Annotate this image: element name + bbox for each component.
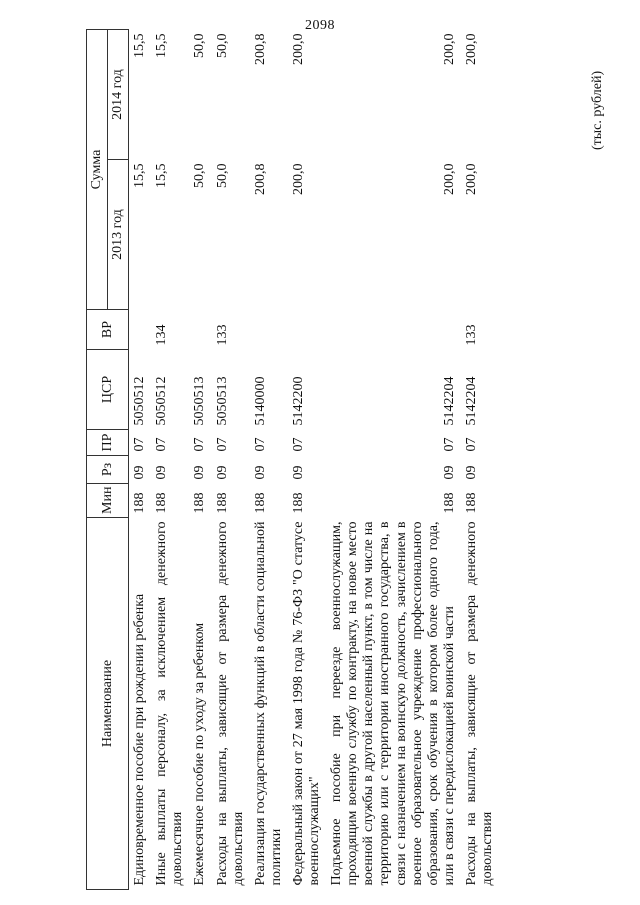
row-pr: 07 bbox=[132, 437, 148, 452]
row-min: 188 bbox=[441, 492, 457, 514]
table-row bbox=[461, 30, 499, 890]
row-min: 188 bbox=[192, 492, 208, 514]
row-rz: 09 bbox=[290, 465, 306, 480]
row-2013: 50,0 bbox=[192, 163, 208, 188]
table-row bbox=[212, 30, 250, 890]
row-vr bbox=[326, 310, 461, 350]
row-2014: 200,0 bbox=[290, 33, 306, 65]
row-rz: 09 bbox=[463, 465, 479, 480]
row-name: Ежемесячное пособие по уходу за ребенком bbox=[192, 622, 208, 886]
row-rz: 09 bbox=[192, 465, 208, 480]
header-rz: Рз bbox=[87, 456, 129, 484]
header-name: Наименование bbox=[87, 518, 129, 890]
row-rz: 09 bbox=[441, 465, 457, 480]
row-pr: 07 bbox=[441, 437, 457, 452]
row-name: Реализация государственных функций в области социальной политики bbox=[252, 521, 284, 886]
row-2014: 200,0 bbox=[463, 33, 479, 65]
rotated-budget-table bbox=[86, 30, 586, 890]
row-2014: 50,0 bbox=[214, 33, 230, 58]
row-2013: 200,0 bbox=[290, 163, 306, 195]
row-pr: 07 bbox=[192, 437, 208, 452]
header-min: Мин bbox=[87, 484, 129, 518]
row-csr: 5050512 bbox=[154, 376, 170, 426]
row-csr: 5142204 bbox=[441, 376, 457, 426]
row-2013: 15,5 bbox=[154, 163, 170, 188]
row-vr bbox=[288, 310, 326, 350]
row-pr: 07 bbox=[252, 437, 268, 452]
row-2013: 50,0 bbox=[214, 163, 230, 188]
row-pr: 07 bbox=[463, 437, 479, 452]
row-vr bbox=[129, 310, 152, 350]
row-rz: 09 bbox=[214, 465, 230, 480]
table-row bbox=[129, 30, 152, 890]
row-2013: 15,5 bbox=[132, 163, 148, 188]
table-row bbox=[326, 30, 461, 890]
row-2014: 200,0 bbox=[441, 33, 457, 65]
row-name: Федеральный закон от 27 мая 1998 года № 76-ФЗ "О статусе военнослужащих" bbox=[290, 521, 323, 886]
row-2014: 15,5 bbox=[132, 33, 148, 58]
table-row bbox=[250, 30, 288, 890]
table-header bbox=[87, 30, 129, 890]
table-row bbox=[151, 30, 189, 890]
row-rz: 09 bbox=[132, 465, 148, 480]
row-rz: 09 bbox=[252, 465, 268, 480]
page-number: 2098 bbox=[305, 18, 335, 33]
row-pr: 07 bbox=[154, 437, 170, 452]
row-min: 188 bbox=[463, 492, 479, 514]
row-2014: 200,8 bbox=[252, 33, 268, 65]
row-csr: 5050512 bbox=[132, 376, 148, 426]
budget-table bbox=[86, 29, 499, 890]
table-row bbox=[189, 30, 211, 890]
row-min: 188 bbox=[290, 492, 306, 514]
header-pr: ПР bbox=[87, 430, 129, 456]
units-label: (тыс. рублей) bbox=[590, 70, 605, 150]
row-name: Единовременное пособие при рождении ребенка bbox=[132, 593, 148, 886]
row-2013: 200,0 bbox=[441, 163, 457, 195]
row-csr: 5142204 bbox=[463, 376, 479, 426]
row-2014: 50,0 bbox=[192, 33, 208, 58]
table-row bbox=[288, 30, 326, 890]
row-csr: 5050513 bbox=[192, 376, 208, 426]
row-name: Подъемное пособие при переезде военнослужащим, проходящим военную службу по контракту, на новое место военной службы в другой населенный пункт, в том числе на территорию или с территории иностранного государства, в связи с назначением на воинскую должность, зачислением в военное образовательное учреждение профессионального образования, срок обучения в котором более одного года, или в связи с передислокацией воинской части bbox=[329, 521, 457, 886]
row-csr: 5050513 bbox=[214, 376, 230, 426]
row-vr bbox=[250, 310, 288, 350]
row-2013: 200,0 bbox=[463, 163, 479, 195]
row-vr: 133 bbox=[463, 324, 479, 346]
header-sum: Сумма bbox=[87, 30, 108, 310]
row-name: Расходы на выплаты, зависящие от размера денежного довольствия bbox=[463, 521, 495, 886]
row-vr: 134 bbox=[154, 324, 170, 346]
row-pr: 07 bbox=[290, 437, 306, 452]
row-min: 188 bbox=[214, 492, 230, 514]
row-csr: 5142200 bbox=[290, 376, 306, 426]
row-2013: 200,8 bbox=[252, 163, 268, 195]
row-rz: 09 bbox=[154, 465, 170, 480]
row-min: 188 bbox=[252, 492, 268, 514]
row-name: Иные выплаты персоналу, за исключением денежного довольствия bbox=[154, 521, 186, 886]
row-min: 188 bbox=[132, 492, 148, 514]
row-2014: 15,5 bbox=[154, 33, 170, 58]
row-vr: 133 bbox=[214, 324, 230, 346]
row-min: 188 bbox=[154, 492, 170, 514]
header-2014: 2014 год bbox=[108, 30, 129, 160]
row-csr: 5140000 bbox=[252, 376, 268, 426]
row-vr bbox=[189, 310, 211, 350]
row-name: Расходы на выплаты, зависящие от размера денежного довольствия bbox=[214, 521, 246, 886]
header-2013: 2013 год bbox=[108, 160, 129, 310]
header-csr: ЦСР bbox=[87, 350, 129, 430]
row-pr: 07 bbox=[214, 437, 230, 452]
header-vr: ВР bbox=[87, 310, 129, 350]
